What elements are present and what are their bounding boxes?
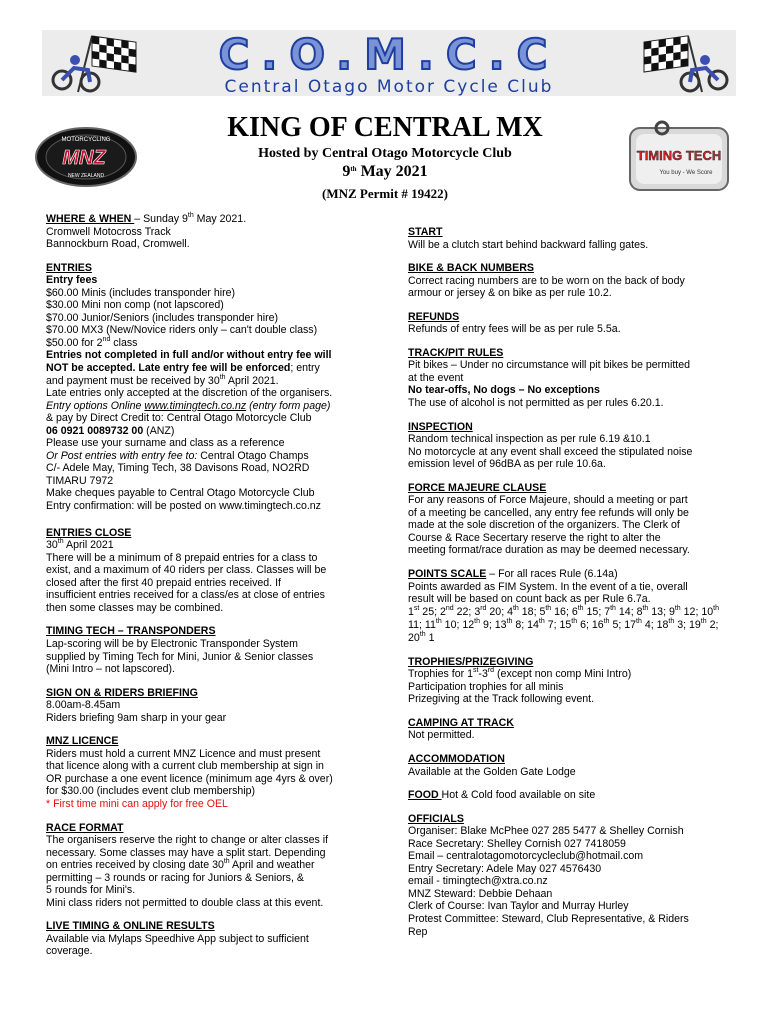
points-scale-item: 18th 3: [656, 617, 684, 631]
event-permit: (MNZ Permit # 19422): [322, 186, 448, 201]
mnz-logo-top-text: MOTORCYCLING: [61, 137, 111, 143]
where-when-section: WHERE & WHEN – Sunday 9th May 2021. Cromwell Motocross Track Bannockburn Road, Cromwell.: [46, 212, 247, 251]
live-timing-section: LIVE TIMING & ONLINE RESULTS Available via Mylaps Speedhive App subject to sufficient coverage.: [46, 920, 374, 958]
race-format-heading: RACE FORMAT: [46, 821, 124, 834]
start-heading: START: [408, 226, 443, 238]
officials-heading: OFFICIALS: [408, 812, 464, 825]
refunds-heading: REFUNDS: [408, 310, 460, 323]
trophies-section: TROPHIES/PRIZEGIVING Trophies for 1st-3rd (except non comp Mini Intro) Participation trophies for all minis Prizegiving at the Track following event.: [408, 656, 726, 706]
trophies-heading: TROPHIES/PRIZEGIVING: [408, 655, 534, 668]
points-scale-item: 13th 8: [494, 617, 522, 631]
points-scale-item: 14th 7: [527, 617, 554, 631]
bank-account: 06 0921 0089732 00: [46, 424, 144, 437]
timingtech-link[interactable]: www.timingtech.co.nz: [144, 399, 247, 412]
points-scale-item: 16th 5: [591, 617, 619, 631]
bike-numbers-heading: BIKE & BACK NUMBERS: [408, 262, 534, 275]
sign-on-section: SIGN ON & RIDERS BRIEFING 8.00am-8.45am Riders briefing 9am sharp in your gear: [46, 687, 374, 725]
track-pit-rules-section: TRACK/PIT RULES Pit bikes – Under no circumstance will pit bikes be permitted at the event No tear-offs, No dogs – No exceptions The use of alcohol is not permitted as per rules 6.20.1.: [408, 347, 726, 410]
points-scale-item: 8th 13: [636, 604, 664, 618]
points-scale-item: 9th 12: [668, 604, 696, 618]
points-scale-item: 5th 16: [539, 604, 566, 618]
banner-subtitle: Central Otago Motor Cycle Club: [224, 77, 554, 96]
points-scale-item: 10th 11: [408, 604, 719, 631]
points-scale-section: POINTS SCALE – For all races Rule (6.14a) Points awarded as FIM System. In the event of a tie, overall result will be based on count back as per Rule 6.7a. 1st 25; 2nd 22; 3rd 20; 4th 18; 5th 16; 6th 15; 7th 14; 8th 13; 9th 12; 10th 11; 11th 10; 12th 9; 13th 8; 14th 7; 15th 6; 16th 5; 17th 4; 18th 3; 19th 2; 20th 1: [408, 568, 726, 645]
refunds-section: REFUNDS Refunds of entry fees will be as per rule 5.5a.: [408, 311, 726, 336]
points-scale-item: 1st 25: [408, 604, 435, 618]
camping-section: CAMPING AT TRACK Not permitted.: [408, 717, 726, 742]
banner-title: C.O.M.C.C: [218, 30, 560, 79]
left-column: [46, 213, 374, 969]
free-oel-note: * First time mini can apply for free OEL: [46, 797, 228, 810]
timing-tech-section: TIMING TECH – TRANSPONDERS Lap-scoring will be by Electronic Transponder System supplied by Timing Tech for Mini, Junior & Senior classes (Mini Intro – not lapscored).: [46, 625, 374, 675]
checkered-flag-right-icon: [636, 32, 732, 94]
points-scale-item: 20th 1: [408, 630, 435, 644]
track-pit-rules-heading: TRACK/PIT RULES: [408, 346, 504, 359]
mnz-logo-mark: MNZ: [62, 147, 106, 169]
mnz-logo-bottom-text: NEW ZEALAND: [67, 173, 105, 179]
inspection-section: INSPECTION Random technical inspection as per rule 6.19 &10.1 No motorcycle at any event shall exceed the stipulated noise emission level of 96dBA as per rule 10.6a.: [408, 421, 726, 471]
entries-section: ENTRIES Entry fees $60.00 Minis (includes transponder hire) $30.00 Mini non comp (not lapscored) $70.00 Junior/Seniors (includes transponder hire) $70.00 MX3 (New/Novice riders only – can't double class) $50.00 for 2nd class Entries not completed in full and/or without entry fee will NOT be accepted. Late entry fee will be enforced; entry and payment must be received by 30th April 2021. Late entries only accepted at the discretion of the organisers. Entry options Online www.timingtech.co.nz (entry form page) & pay by Direct Credit to: Central Otago Motorcycle Club 06 0921 0089732 00 (ANZ) Please use your surname and class as a reference Or Post entries with entry fee to: Central Otago Champs C/- Adele May, Timing Tech, 38 Davisons Road, NO2RD TIMARU 7972 Make cheques payable to Central Otago Motorcycle Club Entry confirmation: will be posted on www.timingtech.co.nz: [46, 262, 374, 513]
timing-tech-logo-name: TIMING TECH: [636, 148, 722, 163]
checkered-flag-left-icon: [48, 32, 144, 94]
points-scale-item: 17th 4: [624, 617, 651, 631]
race-format-section: RACE FORMAT The organisers reserve the right to change or alter classes if necessary. Some classes may have a split start. Depending on entries received by closing date 30th April and weather permitting – 3 rounds or racing for Juniors & Seniors, & 5 rounds for Mini's. Mini class riders not permitted to double class at this event.: [46, 822, 374, 910]
timing-tech-logo-tagline: You buy - We Score: [659, 170, 713, 176]
food-section: FOOD Hot & Cold food available on site: [408, 789, 596, 802]
points-scale-list: 1st 25; 2nd 22; 3rd 20; 4th 18; 5th 16; 6th 15; 7th 14; 8th 13; 9th 12; 10th 11; 11th 10; 12th 9; 13th 8; 14th 7; 15th 6; 16th 5; 17th 4; 18th 3; 19th 2; 20th 1: [408, 604, 719, 644]
points-scale-item: 2nd 22: [439, 604, 469, 618]
timing-tech-heading: TIMING TECH – TRANSPONDERS: [46, 625, 216, 638]
inspection-heading: INSPECTION: [408, 420, 473, 433]
where-when-heading: WHERE & WHEN: [46, 213, 135, 225]
points-scale-item: 11th 10: [424, 617, 457, 631]
points-scale-item: 12th 9: [462, 617, 489, 631]
event-title: KING OF CENTRAL MX: [227, 112, 543, 143]
mnz-licence-heading: MNZ LICENCE: [46, 735, 119, 748]
right-column: [408, 226, 726, 949]
sign-on-heading: SIGN ON & RIDERS BRIEFING: [46, 686, 198, 699]
food-heading: FOOD: [408, 789, 442, 802]
officials-section: OFFICIALS Organiser: Blake McPhee 027 285 5477 & Shelley Cornish Race Secretary: Shelley Cornish 027 7418059 Email – centralotagomotorcycleclub@hotmail.com Entry Secretary: Adele May 027 4576430 email - timingtech@xtra.co.nz MNZ Steward: Debbie Dehaan Clerk of Course: Ivan Taylor and Murray Hurley Protest Committee: Steward, Club Representative, & Riders Rep: [408, 813, 726, 938]
points-scale-item: 4th 18: [507, 604, 534, 618]
entries-close-section: ENTRIES CLOSE 30th April 2021 There will be a minimum of 8 prepaid entries for a class to exist, and a maximum of 40 riders per class. Classes will be closed after the first 40 prepaid entries received. If insufficient entries received for a class/es at close of entries then some classes may be combined.: [46, 527, 374, 615]
start-section: START Will be a clutch start behind backward falling gates.: [408, 226, 726, 251]
points-scale-item: 7th 14: [604, 604, 631, 618]
accommodation-heading: ACCOMMODATION: [408, 752, 505, 765]
accommodation-section: ACCOMMODATION Available at the Golden Gate Lodge: [408, 753, 726, 778]
entries-close-heading: ENTRIES CLOSE: [46, 526, 132, 539]
event-date: 9th May 2021: [342, 163, 428, 180]
points-scale-item: 3rd 20: [474, 604, 502, 618]
event-host: Hosted by Central Otago Motorcycle Club: [258, 146, 512, 161]
entries-heading: ENTRIES: [46, 261, 92, 274]
live-timing-heading: LIVE TIMING & ONLINE RESULTS: [46, 920, 215, 933]
points-scale-heading: POINTS SCALE: [408, 568, 487, 581]
club-banner: [42, 30, 736, 96]
points-scale-item: 15th 6: [559, 617, 586, 631]
force-majeure-heading: FORCE MAJEURE CLAUSE: [408, 481, 547, 494]
bike-numbers-section: BIKE & BACK NUMBERS Correct racing numbers are to be worn on the back of body armour or jersey & on bike as per rule 10.2.: [408, 262, 726, 300]
points-scale-item: 6th 15: [571, 604, 599, 618]
force-majeure-section: FORCE MAJEURE CLAUSE For any reasons of Force Majeure, should a meeting or part of a meeting be cancelled, any entry fee refunds will only be made at the sole discretion of the organizers. The Clerk of Course & Race Secertary reserve the right to alter the meeting format/race duration as may be deemed necessary.: [408, 482, 726, 557]
camping-heading: CAMPING AT TRACK: [408, 716, 514, 729]
points-scale-item: 19th 2: [688, 617, 716, 631]
mnz-licence-section: MNZ LICENCE Riders must hold a current MNZ Licence and must present that licence along with a current club membership at sign in OR purchase a one event licence (minimum age 4yrs & over) for $30.00 (includes event club membership) * First time mini can apply for free OEL: [46, 735, 374, 810]
